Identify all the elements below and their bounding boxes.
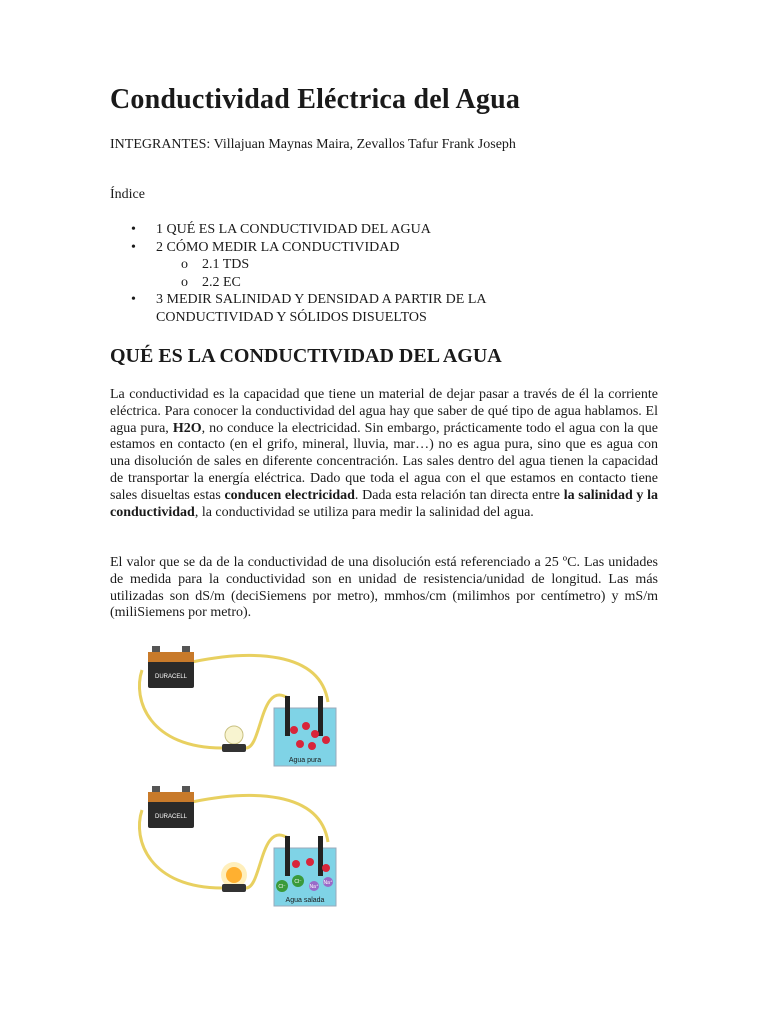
circle-bullet-icon: o (181, 257, 188, 272)
electrode (285, 696, 290, 736)
light-bulb-off-icon (225, 726, 243, 744)
pure-water-circuit-illustration (130, 640, 340, 780)
toc-subitem[interactable] (156, 274, 550, 292)
circuit-wire (192, 795, 328, 842)
bold-text: H2O (172, 420, 202, 436)
battery-label: DURACELL (154, 674, 188, 680)
section-heading: QUÉ ES LA CONDUCTIVIDAD DEL AGUA (110, 345, 502, 367)
document-title: Conductividad Eléctrica del Agua (110, 84, 521, 115)
text-run: , no conduce la electricidad. Sin embargo, prácticamente todo el agua con la que estamos en contacto (en el grifo, mineral, lluvia, mar…) no es agua pura, sino que es agua con una disolución de sales en diferente concentración. Las sales dentro del agua tienen la capacidad de transportar la energía eléctrica. Dado que toda el agua con el que estamos en contacto tiene sales disueltas estas (110, 420, 658, 503)
beaker-label: Agua salada (285, 897, 325, 904)
toc-item-label: 1 QUÉ ES LA CONDUCTIVIDAD DEL AGUA (156, 222, 431, 237)
toc-item[interactable] (110, 239, 550, 292)
text-run: , la conductividad se utiliza para medir la salinidad del agua. (194, 504, 534, 520)
toc-subitem-label: 2.2 EC (202, 274, 241, 290)
light-bulb-on-icon (226, 867, 242, 883)
text-run: La conductividad es la capacidad que tiene un material de dejar pasar a través de él la corriente eléctrica. Para conocer la conductividad del agua hay que saber de qué tipo de agua hablamos. El agua pura, (110, 387, 658, 436)
toc-item-label: 3 MEDIR SALINIDAD Y DENSIDAD A PARTIR DE LA CONDUCTIVIDAD Y SÓLIDOS DISUELTOS (156, 292, 486, 325)
battery-label: DURACELL (154, 814, 188, 820)
bulb-socket (222, 884, 246, 892)
toc-item[interactable] (110, 291, 550, 326)
toc-subitem[interactable] (156, 256, 550, 274)
toc-subitem-label: 2.1 TDS (202, 257, 250, 272)
ion-label: Na⁺ (323, 880, 333, 886)
index-label: Índice (110, 187, 145, 202)
bullet-icon: • (131, 292, 136, 307)
ion-label: Cl⁻ (294, 879, 302, 885)
electrode (285, 836, 290, 876)
toc-item[interactable] (110, 221, 550, 239)
beaker-label: Agua pura (288, 757, 322, 764)
bold-text: conducen electricidad (224, 487, 355, 503)
table-of-contents (110, 221, 550, 326)
paragraph-units: El valor que se da de la conductividad de una disolución está referenciado a 25 ºC. Las unidades de medida para la conductividad son en unidad de resistencia/unidad de longitud. Las más utilizadas son dS/m (deciSiemens por metro), mmhos/cm (milimhos por centímetro) y mS/m (miliSiemens por metro). (110, 555, 658, 621)
bullet-icon: • (131, 239, 136, 255)
circle-bullet-icon: o (181, 274, 188, 290)
team-members: INTEGRANTES: Villajuan Maynas Maira, Zevallos Tafur Frank Joseph (110, 137, 516, 152)
ion-label: Cl⁻ (278, 884, 286, 890)
bold-text: la salinidad y la conductividad (110, 487, 658, 520)
battery-cap (148, 792, 194, 802)
ion-label: Na⁺ (309, 884, 319, 890)
toc-item-label: 2 CÓMO MEDIR LA CONDUCTIVIDAD (156, 239, 400, 255)
circuit-wire (192, 655, 328, 702)
bullet-icon: • (131, 222, 136, 237)
text-run: . Dada esta relación tan directa entre (354, 487, 564, 503)
paragraph-conductivity-definition (110, 387, 658, 521)
toc-sublist (156, 256, 550, 291)
electrode (318, 836, 323, 876)
electrode (318, 696, 323, 736)
battery-cap (148, 652, 194, 662)
salt-water-circuit-illustration (130, 780, 340, 920)
bulb-socket (222, 744, 246, 752)
